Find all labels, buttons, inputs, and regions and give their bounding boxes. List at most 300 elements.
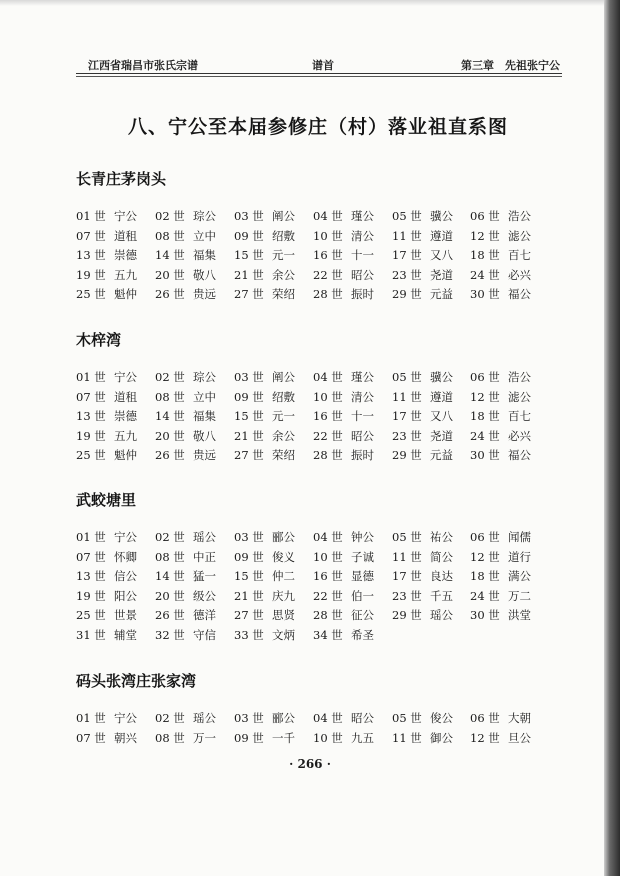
generation-entry xyxy=(392,247,453,263)
generation-number: 08 世 xyxy=(155,730,185,745)
ancestor-name: 万一 xyxy=(193,730,216,745)
generation-number: 13 世 xyxy=(76,409,106,423)
generation-entry xyxy=(155,286,216,302)
generation-number: 10 世 xyxy=(313,389,343,404)
generation-entry xyxy=(76,208,137,224)
generation-row xyxy=(76,408,556,428)
generation-number: 27 世 xyxy=(234,608,264,622)
ancestor-name: 显德 xyxy=(351,569,374,583)
ancestor-name: 崇德 xyxy=(114,248,137,262)
generation-entry xyxy=(313,588,374,604)
ancestor-name: 朝兴 xyxy=(114,730,137,745)
ancestor-name: 级公 xyxy=(193,588,216,603)
generation-number: 21 世 xyxy=(234,267,264,282)
ancestor-name: 辅堂 xyxy=(114,627,137,642)
ancestor-name: 又八 xyxy=(430,248,453,262)
generation-entry xyxy=(392,369,453,385)
generation-number: 22 世 xyxy=(313,267,343,282)
generation-entry xyxy=(234,369,295,385)
generation-entry xyxy=(76,447,137,463)
generation-number: 11 世 xyxy=(392,389,422,404)
generation-grid xyxy=(76,710,556,749)
generation-row xyxy=(76,710,556,730)
page-number: · 266 · xyxy=(289,757,331,771)
generation-entry xyxy=(155,447,216,463)
generation-number: 09 世 xyxy=(234,228,264,243)
ancestor-name: 清公 xyxy=(351,389,374,404)
ancestor-name: 十一 xyxy=(351,248,374,262)
ancestor-name: 郦公 xyxy=(272,530,295,544)
generation-entry xyxy=(234,228,295,244)
generation-entry xyxy=(392,208,453,224)
generation-number: 25 世 xyxy=(76,448,106,462)
generation-entry xyxy=(313,408,374,424)
generation-row xyxy=(76,369,556,389)
generation-number: 16 世 xyxy=(313,409,343,423)
generation-number: 09 世 xyxy=(234,549,264,564)
generation-number: 31 世 xyxy=(76,627,106,642)
generation-entry xyxy=(392,710,453,726)
generation-entry xyxy=(470,247,531,263)
ancestor-name: 道租 xyxy=(114,228,137,243)
generation-entry xyxy=(392,286,453,302)
generation-number: 17 世 xyxy=(392,569,422,583)
ancestor-name: 九五 xyxy=(351,730,374,745)
generation-number: 26 世 xyxy=(155,448,185,462)
ancestor-name: 贵远 xyxy=(193,448,216,462)
ancestor-name: 余公 xyxy=(272,267,295,282)
generation-number: 28 世 xyxy=(313,287,343,301)
generation-number: 13 世 xyxy=(76,569,106,583)
generation-entry xyxy=(313,607,374,623)
generation-number: 22 世 xyxy=(313,428,343,443)
generation-number: 23 世 xyxy=(392,267,422,282)
generation-entry xyxy=(392,607,453,623)
ancestor-name: 宁公 xyxy=(114,530,137,544)
ancestor-name: 大朝 xyxy=(508,711,531,725)
ancestor-name: 简公 xyxy=(430,549,453,564)
generation-entry xyxy=(76,286,137,302)
generation-entry xyxy=(155,730,216,746)
generation-entry xyxy=(313,267,374,283)
ancestor-name: 俊公 xyxy=(430,711,453,725)
generation-entry xyxy=(234,208,295,224)
generation-entry xyxy=(76,369,137,385)
generation-entry xyxy=(155,568,216,584)
generation-number: 10 世 xyxy=(313,549,343,564)
ancestor-name: 骥公 xyxy=(430,370,453,384)
generation-row xyxy=(76,549,556,569)
generation-entry xyxy=(470,447,531,463)
ancestor-name: 滤公 xyxy=(508,228,531,243)
generation-row xyxy=(76,627,556,647)
generation-entry xyxy=(470,568,531,584)
generation-row xyxy=(76,228,556,248)
generation-number: 23 世 xyxy=(392,428,422,443)
generation-entry xyxy=(313,286,374,302)
generation-number: 08 世 xyxy=(155,549,185,564)
ancestor-name: 振时 xyxy=(351,448,374,462)
generation-number: 10 世 xyxy=(313,228,343,243)
generation-number: 24 世 xyxy=(470,428,500,443)
ancestor-name: 猛一 xyxy=(193,569,216,583)
generation-entry xyxy=(470,228,531,244)
generation-entry xyxy=(234,568,295,584)
generation-entry xyxy=(470,607,531,623)
generation-number: 03 世 xyxy=(234,370,264,384)
ancestor-name: 必兴 xyxy=(508,267,531,282)
generation-entry xyxy=(313,549,374,565)
generation-entry xyxy=(76,549,137,565)
generation-entry xyxy=(234,710,295,726)
generation-entry xyxy=(392,389,453,405)
generation-entry xyxy=(234,607,295,623)
generation-number: 25 世 xyxy=(76,608,106,622)
ancestor-name: 敬八 xyxy=(193,267,216,282)
generation-entry xyxy=(470,389,531,405)
generation-entry xyxy=(76,428,137,444)
ancestor-name: 世景 xyxy=(114,608,137,622)
generation-number: 29 世 xyxy=(392,608,422,622)
generation-entry xyxy=(155,710,216,726)
ancestor-name: 信公 xyxy=(114,569,137,583)
generation-number: 22 世 xyxy=(313,588,343,603)
ancestor-name: 余公 xyxy=(272,428,295,443)
ancestor-name: 元一 xyxy=(272,409,295,423)
generation-number: 30 世 xyxy=(470,287,500,301)
generation-number: 18 世 xyxy=(470,248,500,262)
generation-row xyxy=(76,447,556,467)
generation-number: 24 世 xyxy=(470,588,500,603)
generation-number: 06 世 xyxy=(470,530,500,544)
generation-entry xyxy=(234,447,295,463)
generation-number: 34 世 xyxy=(313,627,343,642)
generation-entry xyxy=(155,529,216,545)
generation-number: 27 世 xyxy=(234,287,264,301)
generation-entry xyxy=(234,286,295,302)
generation-entry xyxy=(234,408,295,424)
generation-number: 12 世 xyxy=(470,228,500,243)
ancestor-name: 征公 xyxy=(351,608,374,622)
generation-entry xyxy=(234,428,295,444)
generation-number: 04 世 xyxy=(313,209,343,223)
ancestor-name: 振时 xyxy=(351,287,374,301)
generation-entry xyxy=(392,529,453,545)
generation-entry xyxy=(234,529,295,545)
generation-number: 19 世 xyxy=(76,588,106,603)
ancestor-name: 绍敷 xyxy=(272,389,295,404)
generation-number: 09 世 xyxy=(234,730,264,745)
ancestor-name: 良达 xyxy=(430,569,453,583)
generation-entry xyxy=(470,408,531,424)
section-heading: 武蛟塘里 xyxy=(76,491,137,509)
ancestor-name: 阐公 xyxy=(272,370,295,384)
generation-entry xyxy=(234,588,295,604)
generation-number: 14 世 xyxy=(155,248,185,262)
generation-entry xyxy=(234,247,295,263)
generation-number: 11 世 xyxy=(392,549,422,564)
generation-row xyxy=(76,529,556,549)
ancestor-name: 浩公 xyxy=(508,209,531,223)
generation-number: 15 世 xyxy=(234,248,264,262)
generation-number: 07 世 xyxy=(76,730,106,745)
ancestor-name: 文炳 xyxy=(272,627,295,642)
generation-entry xyxy=(155,389,216,405)
generation-number: 10 世 xyxy=(313,730,343,745)
ancestor-name: 立中 xyxy=(193,389,216,404)
generation-entry xyxy=(76,529,137,545)
generation-entry xyxy=(76,710,137,726)
generation-entry xyxy=(392,447,453,463)
page-title: 八、宁公至本届参修庄（村）落业祖直系图 xyxy=(127,116,508,138)
generation-row xyxy=(76,588,556,608)
generation-entry xyxy=(234,549,295,565)
generation-entry xyxy=(470,208,531,224)
ancestor-name: 遵道 xyxy=(430,228,453,243)
generation-number: 03 世 xyxy=(234,530,264,544)
ancestor-name: 敬八 xyxy=(193,428,216,443)
generation-row xyxy=(76,389,556,409)
generation-number: 01 世 xyxy=(76,370,106,384)
generation-entry xyxy=(76,389,137,405)
generation-number: 03 世 xyxy=(234,711,264,725)
generation-number: 26 世 xyxy=(155,287,185,301)
ancestor-name: 尧道 xyxy=(430,428,453,443)
ancestor-name: 崇德 xyxy=(114,409,137,423)
generation-entry xyxy=(392,228,453,244)
generation-number: 29 世 xyxy=(392,448,422,462)
ancestor-name: 伯一 xyxy=(351,588,374,603)
generation-number: 32 世 xyxy=(155,627,185,642)
generation-entry xyxy=(470,267,531,283)
generation-row xyxy=(76,208,556,228)
ancestor-name: 尧道 xyxy=(430,267,453,282)
running-header xyxy=(76,55,562,73)
generation-number: 29 世 xyxy=(392,287,422,301)
generation-entry xyxy=(470,588,531,604)
generation-number: 25 世 xyxy=(76,287,106,301)
ancestor-name: 绍敷 xyxy=(272,228,295,243)
generation-entry xyxy=(392,588,453,604)
generation-number: 01 世 xyxy=(76,530,106,544)
generation-number: 02 世 xyxy=(155,209,185,223)
generation-number: 18 世 xyxy=(470,569,500,583)
generation-number: 24 世 xyxy=(470,267,500,282)
ancestor-name: 瑶公 xyxy=(193,530,216,544)
generation-number: 07 世 xyxy=(76,389,106,404)
ancestor-name: 福集 xyxy=(193,409,216,423)
generation-number: 07 世 xyxy=(76,549,106,564)
generation-number: 16 世 xyxy=(313,569,343,583)
header-section: 谱首 xyxy=(312,59,334,72)
generation-entry xyxy=(313,568,374,584)
generation-number: 08 世 xyxy=(155,389,185,404)
ancestor-name: 福公 xyxy=(508,448,531,462)
generation-number: 14 世 xyxy=(155,569,185,583)
generation-entry xyxy=(76,267,137,283)
ancestor-name: 万二 xyxy=(508,588,531,603)
ancestor-name: 庆九 xyxy=(272,588,295,603)
ancestor-name: 阐公 xyxy=(272,209,295,223)
generation-row xyxy=(76,730,556,750)
generation-entry xyxy=(155,588,216,604)
generation-number: 14 世 xyxy=(155,409,185,423)
generation-number: 07 世 xyxy=(76,228,106,243)
generation-number: 16 世 xyxy=(313,248,343,262)
generation-number: 20 世 xyxy=(155,588,185,603)
ancestor-name: 荣绍 xyxy=(272,287,295,301)
ancestor-name: 琮公 xyxy=(193,209,216,223)
generation-grid xyxy=(76,369,556,467)
generation-number: 15 世 xyxy=(234,569,264,583)
generation-entry xyxy=(155,408,216,424)
generation-number: 08 世 xyxy=(155,228,185,243)
generation-number: 23 世 xyxy=(392,588,422,603)
ancestor-name: 立中 xyxy=(193,228,216,243)
ancestor-name: 百七 xyxy=(508,248,531,262)
generation-entry xyxy=(313,208,374,224)
generation-entry xyxy=(470,549,531,565)
generation-entry xyxy=(155,549,216,565)
generation-entry xyxy=(155,247,216,263)
generation-entry xyxy=(470,710,531,726)
generation-entry xyxy=(155,428,216,444)
generation-number: 20 世 xyxy=(155,428,185,443)
ancestor-name: 旦公 xyxy=(508,730,531,745)
ancestor-name: 宁公 xyxy=(114,370,137,384)
ancestor-name: 道行 xyxy=(508,549,531,564)
generation-entry xyxy=(470,529,531,545)
ancestor-name: 福公 xyxy=(508,287,531,301)
generation-entry xyxy=(76,627,137,643)
generation-number: 19 世 xyxy=(76,267,106,282)
scan-shadow-top xyxy=(0,0,620,6)
section-heading: 木梓湾 xyxy=(76,331,122,349)
generation-entry xyxy=(313,529,374,545)
ancestor-name: 昭公 xyxy=(351,428,374,443)
generation-entry xyxy=(392,549,453,565)
generation-entry xyxy=(76,730,137,746)
generation-row xyxy=(76,286,556,306)
generation-entry xyxy=(76,228,137,244)
generation-number: 01 世 xyxy=(76,711,106,725)
ancestor-name: 思贤 xyxy=(272,608,295,622)
generation-entry xyxy=(155,369,216,385)
generation-number: 30 世 xyxy=(470,448,500,462)
generation-entry xyxy=(313,247,374,263)
ancestor-name: 清公 xyxy=(351,228,374,243)
ancestor-name: 怀卿 xyxy=(114,549,137,564)
generation-number: 11 世 xyxy=(392,228,422,243)
generation-entry xyxy=(234,267,295,283)
generation-entry xyxy=(392,428,453,444)
generation-entry xyxy=(76,568,137,584)
ancestor-name: 瑾公 xyxy=(351,209,374,223)
generation-entry xyxy=(313,228,374,244)
generation-number: 33 世 xyxy=(234,627,264,642)
generation-number: 05 世 xyxy=(392,209,422,223)
ancestor-name: 俊义 xyxy=(272,549,295,564)
generation-entry xyxy=(234,627,295,643)
ancestor-name: 千五 xyxy=(430,588,453,603)
generation-number: 03 世 xyxy=(234,209,264,223)
ancestor-name: 魁仲 xyxy=(114,448,137,462)
generation-entry xyxy=(313,710,374,726)
ancestor-name: 五九 xyxy=(114,428,137,443)
generation-entry xyxy=(470,730,531,746)
ancestor-name: 琮公 xyxy=(193,370,216,384)
ancestor-name: 浩公 xyxy=(508,370,531,384)
ancestor-name: 又八 xyxy=(430,409,453,423)
generation-entry xyxy=(155,627,216,643)
generation-number: 17 世 xyxy=(392,409,422,423)
header-rule xyxy=(76,73,562,74)
generation-number: 19 世 xyxy=(76,428,106,443)
ancestor-name: 骥公 xyxy=(430,209,453,223)
ancestor-name: 闻儒 xyxy=(508,530,531,544)
ancestor-name: 宁公 xyxy=(114,209,137,223)
ancestor-name: 元益 xyxy=(430,448,453,462)
generation-number: 28 世 xyxy=(313,608,343,622)
generation-number: 05 世 xyxy=(392,370,422,384)
generation-number: 12 世 xyxy=(470,389,500,404)
ancestor-name: 昭公 xyxy=(351,711,374,725)
generation-entry xyxy=(76,408,137,424)
generation-row xyxy=(76,607,556,627)
generation-entry xyxy=(313,389,374,405)
header-rule-thin xyxy=(76,76,562,77)
ancestor-name: 道租 xyxy=(114,389,137,404)
ancestor-name: 元益 xyxy=(430,287,453,301)
ancestor-name: 祐公 xyxy=(430,530,453,544)
generation-number: 27 世 xyxy=(234,448,264,462)
generation-entry xyxy=(392,730,453,746)
generation-row xyxy=(76,247,556,267)
generation-entry xyxy=(155,228,216,244)
ancestor-name: 遵道 xyxy=(430,389,453,404)
generation-row xyxy=(76,568,556,588)
generation-entry xyxy=(234,730,295,746)
header-book-title: 江西省瑞昌市张氏宗谱 xyxy=(88,59,198,72)
ancestor-name: 五九 xyxy=(114,267,137,282)
generation-entry xyxy=(392,408,453,424)
generation-number: 26 世 xyxy=(155,608,185,622)
generation-number: 02 世 xyxy=(155,530,185,544)
generation-entry xyxy=(155,208,216,224)
generation-number: 21 世 xyxy=(234,588,264,603)
ancestor-name: 百七 xyxy=(508,409,531,423)
generation-entry xyxy=(76,247,137,263)
generation-entry xyxy=(234,389,295,405)
generation-number: 06 世 xyxy=(470,711,500,725)
generation-entry xyxy=(392,267,453,283)
generation-number: 21 世 xyxy=(234,428,264,443)
generation-entry xyxy=(76,607,137,623)
generation-entry xyxy=(313,428,374,444)
generation-entry xyxy=(470,369,531,385)
generation-entry xyxy=(155,267,216,283)
generation-row xyxy=(76,267,556,287)
generation-entry xyxy=(313,627,374,643)
generation-number: 12 世 xyxy=(470,549,500,564)
scan-shadow-right xyxy=(604,0,620,876)
ancestor-name: 洪堂 xyxy=(508,608,531,622)
ancestor-name: 福集 xyxy=(193,248,216,262)
ancestor-name: 荣绍 xyxy=(272,448,295,462)
generation-number: 15 世 xyxy=(234,409,264,423)
ancestor-name: 中正 xyxy=(193,549,216,564)
ancestor-name: 子诚 xyxy=(351,549,374,564)
